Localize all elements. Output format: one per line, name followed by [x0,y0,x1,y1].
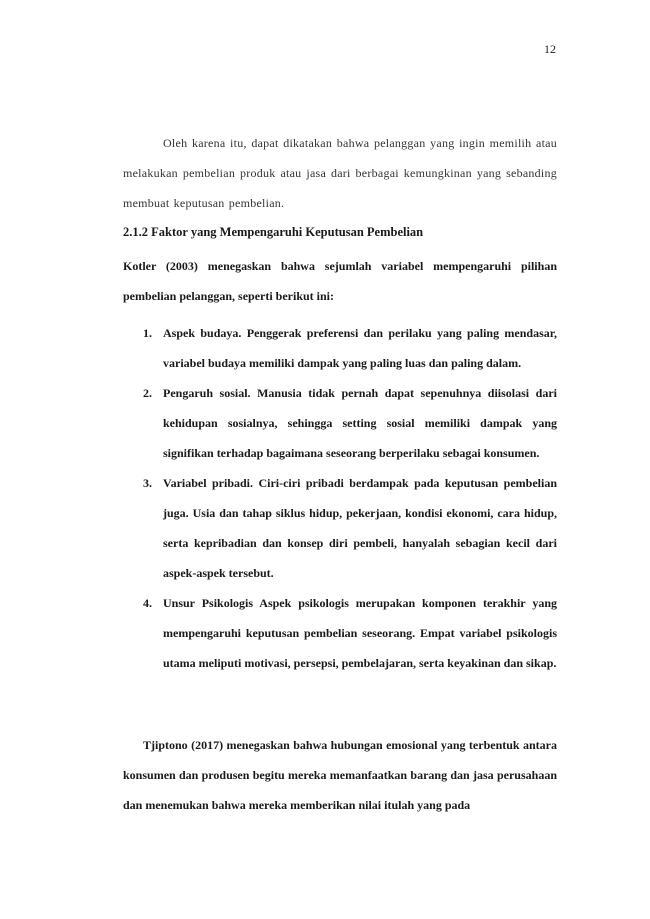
list-item [143,318,557,378]
list-item-number: 3. [143,476,152,490]
list-item [143,468,557,588]
paragraph-closing: Tjiptono (2017) menegaskan bahwa hubungan emosional yang terbentuk antara konsumen dan produsen begitu mereka memanfaatkan barang dan jasa perusahaan dan menemukan bahwa mereka memberikan nilai itulah yang pada [123,738,557,812]
list-item-number: 2. [143,386,152,400]
page-number: 12 [544,42,556,56]
factor-list [143,318,557,678]
section-intro: Kotler (2003) menegaskan bahwa sejumlah variabel mempengaruhi pilihan pembelian pelanggan, seperti berikut ini: [123,259,557,303]
list-item-text: Variabel pribadi. Ciri-ciri pribadi berdampak pada keputusan pembelian juga. Usia dan tahap siklus hidup, pekerjaan, kondisi ekonomi, cara hidup, serta kepribadian dan konsep diri pembeli, hanyalah sebagian kecil dari aspek-aspek tersebut. [163,476,557,580]
section-heading: 2.1.2 Faktor yang Mempengaruhi Keputusan Pembelian [123,225,424,239]
list-item-text: Unsur Psikologis Aspek psikologis merupakan komponen terakhir yang mempengaruhi keputusan pembelian seseorang. Empat variabel psikologis utama meliputi motivasi, persepsi, pembelajaran, serta keyakinan dan sikap. [163,596,557,670]
list-item [143,588,557,678]
list-item [143,378,557,468]
list-item-text: Pengaruh sosial. Manusia tidak pernah dapat sepenuhnya diisolasi dari kehidupan sosialnya, sehingga setting sosial memiliki dampak yang signifikan terhadap bagaimana seseorang berperilaku sebagai konsumen. [163,386,557,460]
list-item-number: 1. [143,326,152,340]
list-item-number: 4. [143,596,152,610]
list-item-text: Aspek budaya. Penggerak preferensi dan perilaku yang paling mendasar, variabel budaya memiliki dampak yang paling luas dan paling dalam. [163,326,557,370]
paragraph-opening: Oleh karena itu, dapat dikatakan bahwa pelanggan yang ingin memilih atau melakukan pembelian produk atau jasa dari berbagai kemungkinan yang sebanding membuat keputusan pembelian. [123,136,557,210]
